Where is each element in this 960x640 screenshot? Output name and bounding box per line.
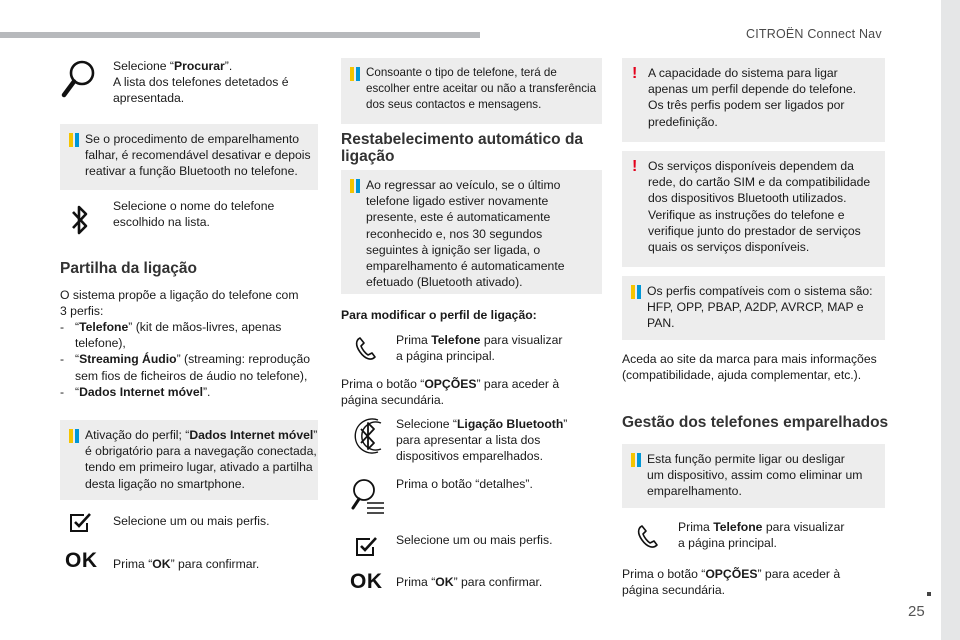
note-manage: Esta função permite ligar ou desligar um dispositivo, assim como eliminar um emparelhamento. (622, 444, 885, 508)
info-mark-icon (631, 453, 641, 467)
step-details: Prima o botão “detalhes”. (396, 477, 533, 491)
list-item: - “Dados Internet móvel”. (60, 384, 211, 399)
step-select-phone: Selecione o nome do telefone escolhido na lista. (113, 199, 275, 230)
step-confirm: Prima “OK” para confirmar. (113, 557, 260, 571)
info-mark-icon (69, 429, 79, 443)
info-mark-icon (69, 133, 79, 147)
checkbox-icon (68, 512, 94, 534)
warning-capacity: ! A capacidade do sistema para ligar apenas um perfil depende do telefone. Os três perfis podem ser ligados por predefinição. (622, 58, 885, 142)
details-icon (350, 475, 386, 517)
site-info: Aceda ao site da marca para mais informações (compatibilidade, ajuda complementar, etc.). (622, 352, 877, 383)
note-compatible-profiles: Os perfis compatíveis com o sistema são: HFP, OPP, PBAP, A2DP, AVRCP, MAP e PAN. (622, 276, 885, 340)
step-telefone-2: Prima Telefone para visualizar a página principal. (678, 520, 845, 551)
warning-icon: ! (632, 158, 638, 175)
step-telefone: Prima Telefone para visualizar a página principal. (396, 333, 563, 364)
note-pairing: Se o procedimento de emparelhamento falhar, é recomendável desativar e depois reativar a função Bluetooth no telefone. (60, 124, 318, 190)
side-marker (927, 592, 931, 596)
sharing-intro: O sistema propõe a ligação do telefone com 3 perfis: (60, 288, 299, 319)
step-search: Selecione “Procurar”. A lista dos telefones detetados é apresentada. (113, 59, 289, 106)
page-number: 25 (908, 603, 925, 620)
list-item: - “Streaming Áudio” (streaming: reprodução (60, 352, 311, 367)
step-select-profiles-2: Selecione um ou mais perfis. (396, 533, 553, 547)
step-select-profiles: Selecione um ou mais perfis. (113, 514, 270, 528)
info-mark-icon (350, 67, 360, 81)
note-phone-type: Consoante o tipo de telefone, terá de escolher entre aceitar ou não a transferência dos seus contactos e mensagens. (341, 58, 602, 124)
info-mark-icon (350, 179, 360, 193)
header-rule (0, 32, 480, 38)
checkbox-icon (354, 536, 380, 558)
bluetooth-circle-icon (350, 414, 386, 458)
info-mark-icon (631, 285, 641, 299)
step-confirm-2: Prima “OK” para confirmar. (396, 575, 543, 589)
ok-icon: OK (350, 570, 383, 593)
bluetooth-icon (70, 202, 90, 238)
step-options: Prima o botão “OPÇÕES” para aceder à página secundária. (341, 377, 560, 408)
heading-manage-phones: Gestão dos telefones emparelhados (622, 414, 889, 431)
profiles-list: - “Telefone” (kit de mãos-livres, apenas telefone), - “Streaming Áudio” (streaming: reprodução sem fios de ficheiros de áudio no telefone), - “Dados Internet móvel”. (60, 319, 320, 400)
note-activation: Ativação do perfil; “Dados Internet móvel” é obrigatório para a navegação conectada, tendo em primeiro lugar, ativado a partilha desta ligação no smartphone. (60, 420, 318, 500)
search-icon (60, 58, 98, 102)
side-strip (941, 0, 960, 640)
ok-icon: OK (65, 549, 98, 572)
list-item: - “Telefone” (kit de mãos-livres, apenas (60, 320, 282, 334)
page-header-title: CITROËN Connect Nav (746, 27, 882, 41)
subheading-modify-profile: Para modificar o perfil de ligação: (341, 308, 537, 322)
step-bluetooth: Selecione “Ligação Bluetooth” para apresentar a lista dos dispositivos emparelhados. (396, 417, 568, 464)
note-return: Ao regressar ao veículo, se o último telefone ligado estiver novamente presente, este é automaticamente reconhecido e, nos 30 segundos seguintes à ignição ser ligada, o emparelhamento é automaticamente efetuado (Bluetooth ativado). (341, 170, 602, 294)
heading-restore: Restabelecimento automático da ligação (341, 131, 584, 165)
phone-handset-icon (352, 335, 380, 363)
step-options-2: Prima o botão “OPÇÕES” para aceder à página secundária. (622, 567, 841, 598)
warning-icon: ! (632, 65, 638, 82)
phone-handset-icon (634, 523, 662, 551)
heading-sharing: Partilha da ligação (60, 260, 197, 277)
warning-services: ! Os serviços disponíveis dependem da rede, do cartão SIM e da compatibilidade dos dispositivos Bluetooth utilizados. Verifique as instruções do telefone e verifique junto do prestador de serviços quais os serviços disponíveis. (622, 151, 885, 267)
